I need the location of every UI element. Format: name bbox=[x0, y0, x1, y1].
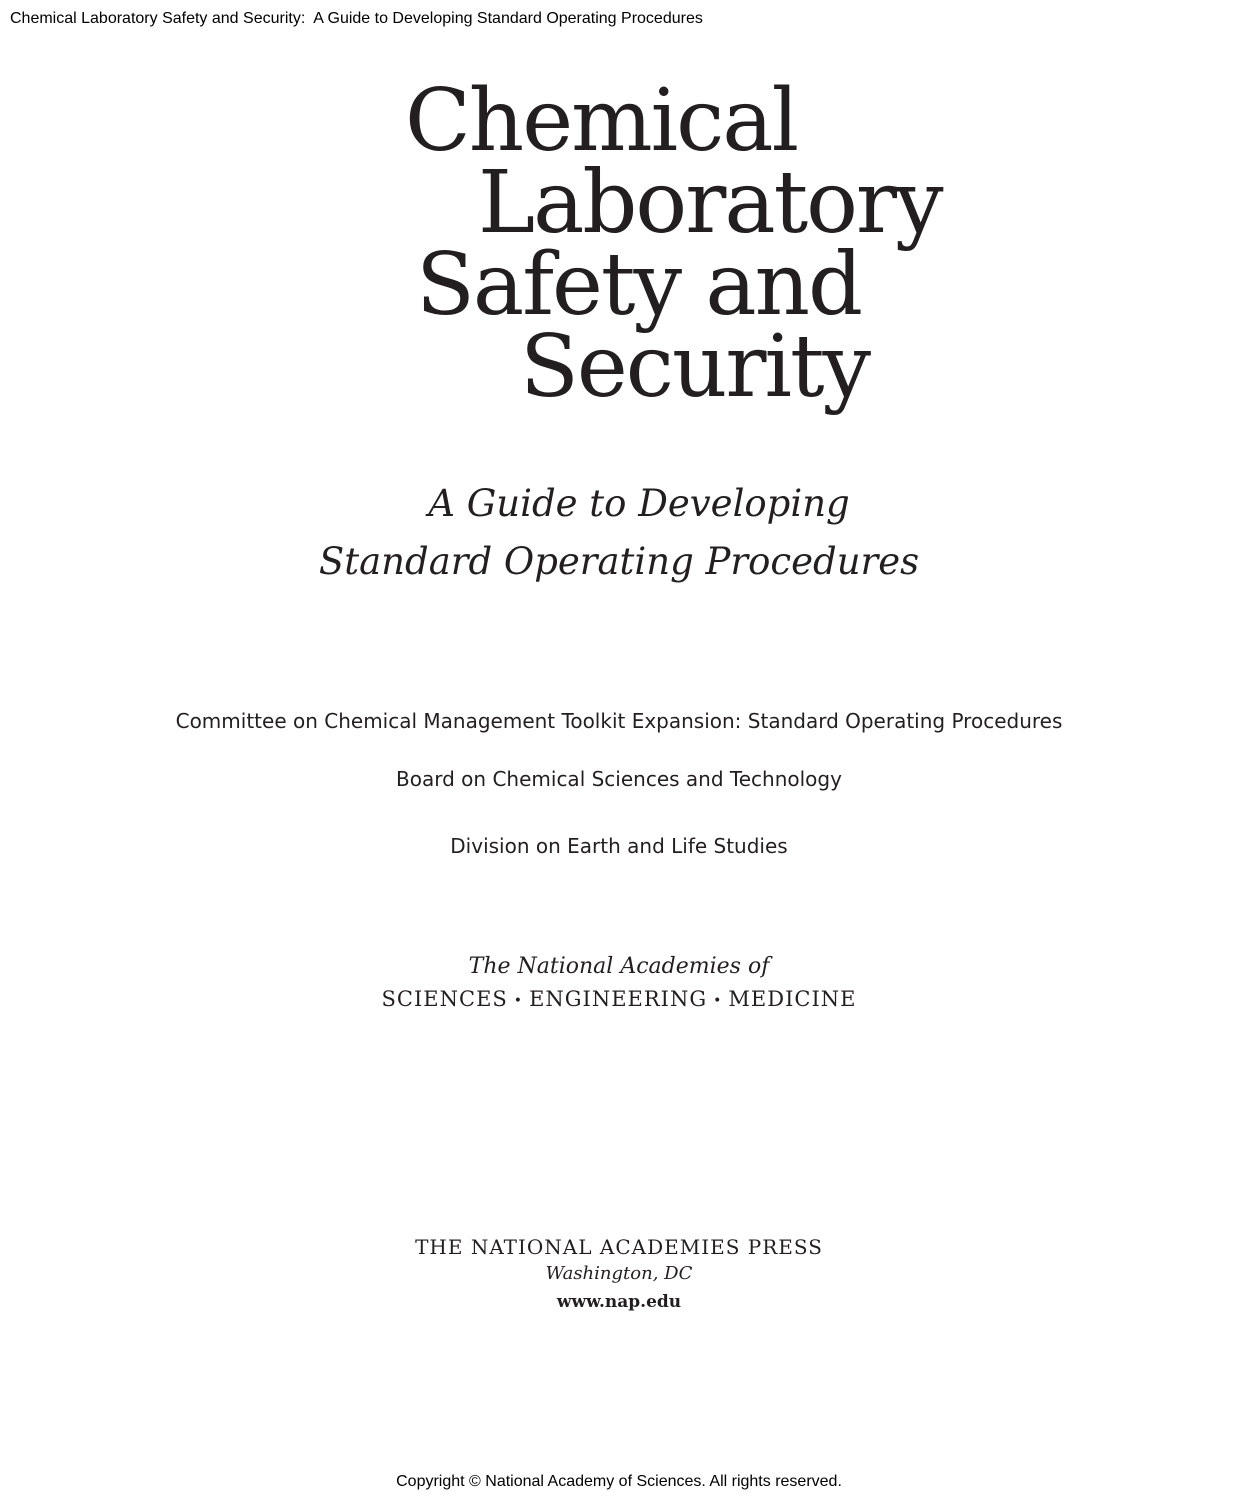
publisher-city: Washington, DC bbox=[545, 1263, 693, 1284]
publisher-name: THE NATIONAL ACADEMIES PRESS bbox=[415, 1235, 823, 1259]
subtitle-line-2: Standard Operating Procedures bbox=[318, 540, 920, 583]
publisher-block bbox=[0, 1234, 1238, 1316]
subtitle-line-1: A Guide to Developing bbox=[428, 482, 850, 525]
committee-name: Committee on Chemical Management Toolkit Expansion: Standard Operating Procedures bbox=[175, 709, 1063, 733]
logo-word-engineering: ENGINEERING bbox=[529, 987, 708, 1011]
copyright-footer: Copyright © National Academy of Sciences. All rights reserved. bbox=[396, 1473, 842, 1490]
book-title-line-4: Security bbox=[520, 317, 870, 417]
logo-bottom-text bbox=[0, 982, 1238, 1018]
running-header: Chemical Laboratory Safety and Security: A Guide to Developing Standard Operating Procedures bbox=[10, 10, 703, 27]
book-title-line-3: Safety and bbox=[416, 235, 862, 335]
board-name: Board on Chemical Sciences and Technology bbox=[396, 767, 842, 791]
book-title-line-2: Laboratory bbox=[478, 153, 942, 253]
logo-separator-dot: • bbox=[713, 992, 723, 1009]
division-name: Division on Earth and Life Studies bbox=[450, 834, 788, 858]
publisher-url[interactable]: www.nap.edu bbox=[556, 1292, 682, 1312]
national-academies-logo bbox=[0, 952, 1238, 1018]
logo-top-text: The National Academies of bbox=[468, 954, 770, 979]
logo-word-sciences: SCIENCES bbox=[381, 987, 508, 1011]
logo-word-medicine: MEDICINE bbox=[728, 987, 857, 1011]
logo-separator-dot: • bbox=[513, 992, 524, 1009]
book-title-line-1: Chemical bbox=[405, 71, 798, 171]
